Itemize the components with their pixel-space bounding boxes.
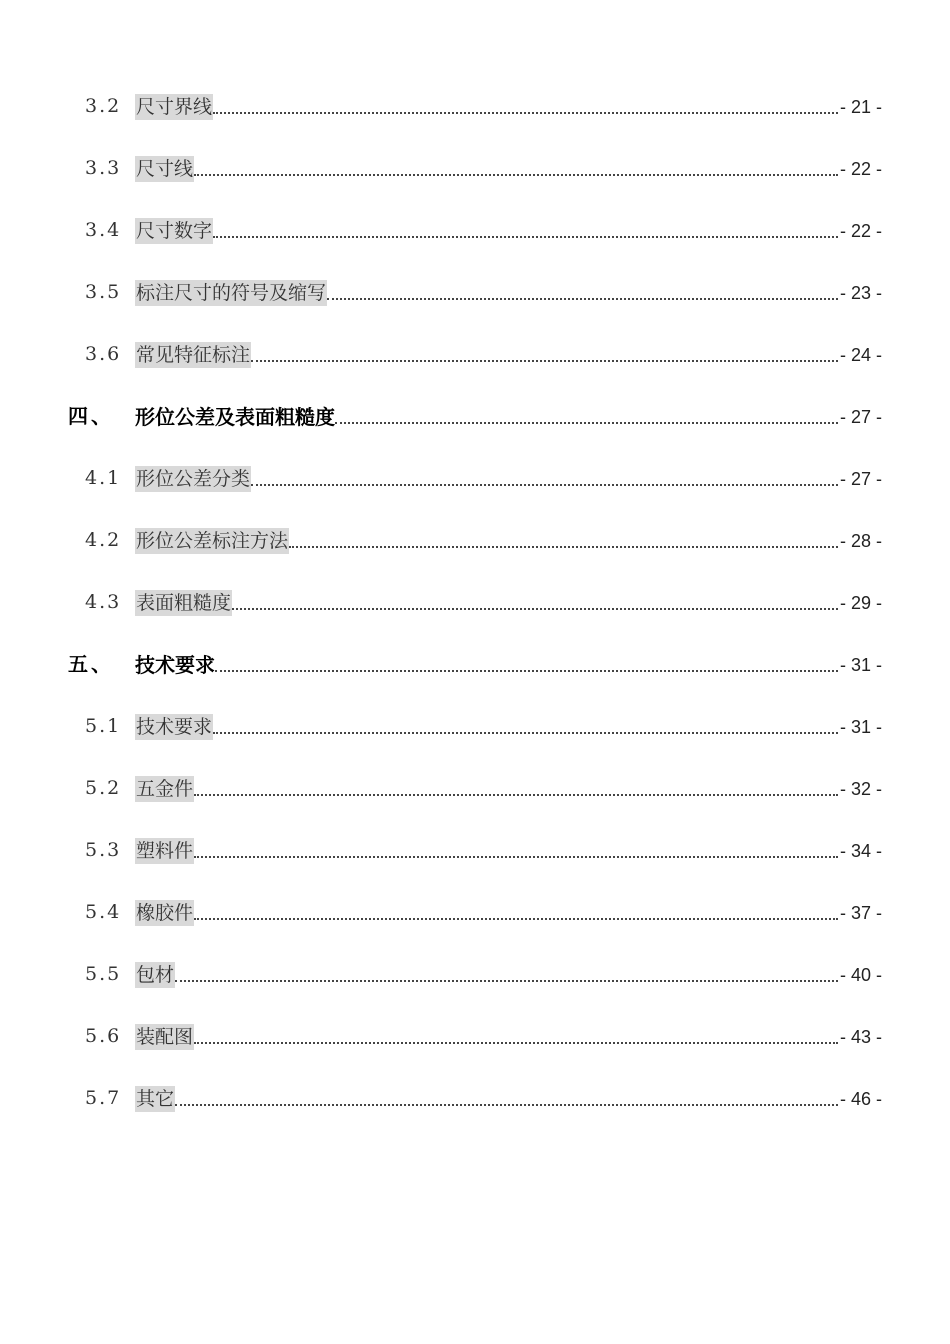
toc-title[interactable]: 塑料件 (136, 840, 194, 862)
dot-leader (194, 1042, 838, 1044)
toc-page-number: - 27 - (839, 407, 882, 427)
toc-entry[interactable] (0, 199, 950, 261)
toc-page-number: - 27 - (839, 469, 882, 489)
toc-entry[interactable] (0, 509, 950, 571)
toc-entry[interactable] (0, 323, 950, 385)
dot-leader (213, 112, 838, 114)
toc-title[interactable]: 五金件 (136, 778, 194, 800)
toc-entry[interactable] (0, 881, 950, 943)
toc-number: 4.3 (85, 591, 122, 613)
toc-entry[interactable] (0, 571, 950, 633)
toc-number: 5.7 (85, 1087, 122, 1109)
toc-entry[interactable] (0, 261, 950, 323)
toc-number: 3.5 (85, 281, 122, 303)
toc-number: 5.4 (85, 901, 122, 923)
toc-title[interactable]: 表面粗糙度 (136, 592, 232, 614)
toc-entry[interactable] (0, 943, 950, 1005)
toc-page-number: - 32 - (839, 779, 882, 799)
dot-leader (194, 174, 838, 176)
toc-page-number: - 40 - (839, 965, 882, 985)
toc-chapter-entry[interactable] (0, 633, 950, 695)
toc-title[interactable]: 技术要求 (136, 716, 213, 738)
toc-page-number: - 34 - (839, 841, 882, 861)
toc-chapter-entry[interactable] (0, 385, 950, 447)
toc-number: 5.1 (85, 715, 122, 737)
toc-page-number: - 22 - (839, 159, 882, 179)
toc-title[interactable]: 尺寸线 (136, 158, 194, 180)
toc-page-number: - 21 - (839, 97, 882, 117)
dot-leader (327, 298, 838, 300)
toc-title[interactable]: 标注尺寸的符号及缩写 (136, 282, 327, 304)
toc-number: 4.1 (85, 467, 122, 489)
toc-entry[interactable] (0, 819, 950, 881)
toc-page-number: - 46 - (839, 1089, 882, 1109)
toc-title[interactable]: 其它 (136, 1088, 175, 1110)
toc-number: 5.5 (85, 963, 122, 985)
toc-title[interactable]: 包材 (136, 964, 175, 986)
toc-entry[interactable] (0, 695, 950, 757)
toc-page-number: - 22 - (839, 221, 882, 241)
toc-title[interactable]: 尺寸数字 (136, 220, 213, 242)
toc-title[interactable]: 装配图 (136, 1026, 194, 1048)
toc-entry[interactable] (0, 757, 950, 819)
dot-leader (251, 360, 838, 362)
toc-entry[interactable] (0, 75, 950, 137)
dot-leader (194, 918, 838, 920)
toc-page-number: - 31 - (839, 717, 882, 737)
dot-leader (232, 608, 838, 610)
toc-chapter-title[interactable]: 形位公差及表面粗糙度 (135, 405, 335, 429)
toc-entry[interactable] (0, 1005, 950, 1067)
toc-entry[interactable] (0, 137, 950, 199)
toc-page-number: - 37 - (839, 903, 882, 923)
toc-page-number: - 23 - (839, 283, 882, 303)
dot-leader (175, 980, 838, 982)
dot-leader (213, 732, 838, 734)
toc-chapter-number: 五、 (68, 652, 114, 676)
dot-leader (289, 546, 838, 548)
toc-number: 3.4 (85, 219, 122, 241)
toc-number: 3.2 (85, 95, 122, 117)
toc-chapter-number: 四、 (68, 404, 114, 428)
dot-leader (215, 670, 838, 672)
toc-number: 5.6 (85, 1025, 122, 1047)
dot-leader (251, 484, 838, 486)
dot-leader (213, 236, 838, 238)
dot-leader (194, 856, 838, 858)
table-of-contents (0, 75, 950, 1129)
toc-page-number: - 24 - (839, 345, 882, 365)
toc-number: 4.2 (85, 529, 122, 551)
toc-page-number: - 43 - (839, 1027, 882, 1047)
toc-chapter-title[interactable]: 技术要求 (135, 653, 215, 677)
toc-title[interactable]: 常见特征标注 (136, 344, 251, 366)
toc-entry[interactable] (0, 447, 950, 509)
toc-page-number: - 28 - (839, 531, 882, 551)
toc-page-number: - 31 - (839, 655, 882, 675)
toc-title[interactable]: 形位公差分类 (136, 468, 251, 490)
dot-leader (194, 794, 838, 796)
toc-number: 5.3 (85, 839, 122, 861)
toc-title[interactable]: 橡胶件 (136, 902, 194, 924)
toc-title[interactable]: 形位公差标注方法 (136, 530, 289, 552)
toc-number: 5.2 (85, 777, 122, 799)
dot-leader (335, 422, 838, 424)
toc-number: 3.3 (85, 157, 122, 179)
dot-leader (175, 1104, 838, 1106)
toc-title[interactable]: 尺寸界线 (136, 96, 213, 118)
toc-number: 3.6 (85, 343, 122, 365)
toc-page-number: - 29 - (839, 593, 882, 613)
toc-entry[interactable] (0, 1067, 950, 1129)
